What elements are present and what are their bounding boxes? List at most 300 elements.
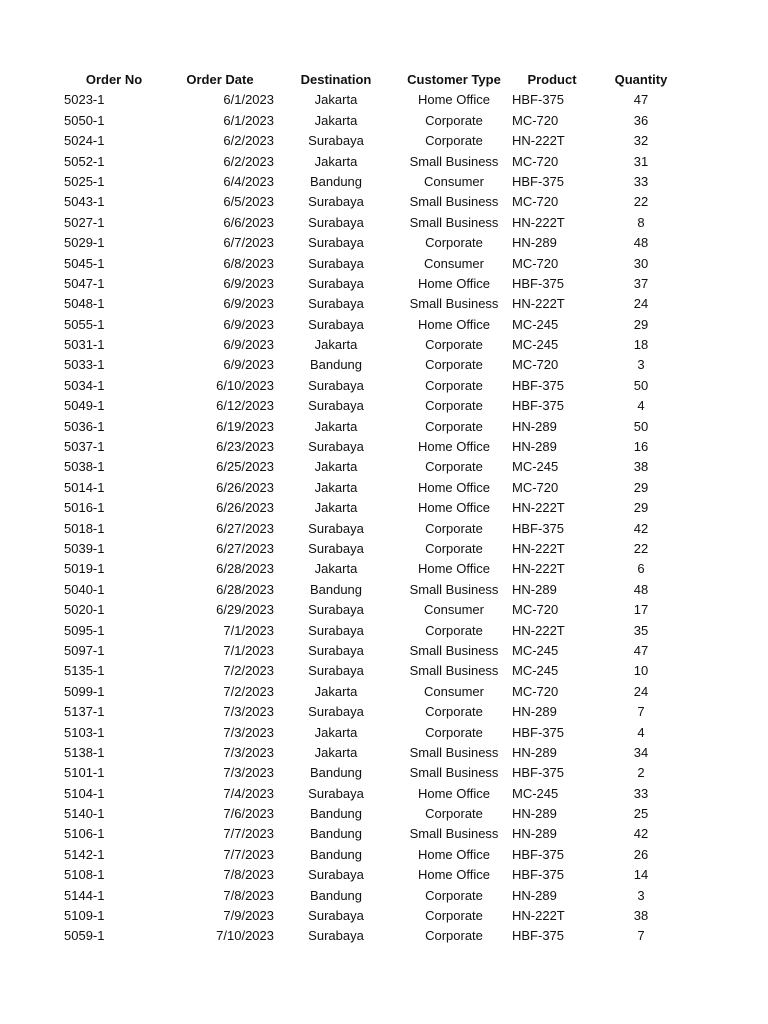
cell-order-date: 6/29/2023 — [216, 602, 274, 618]
header-quantity: Quantity — [614, 72, 668, 87]
cell-order-no: 5019-1 — [64, 561, 105, 577]
cell-quantity: 30 — [633, 255, 649, 271]
cell-quantity: 29 — [633, 316, 649, 332]
table-row — [0, 396, 768, 416]
table-row — [0, 519, 768, 539]
table-row — [0, 457, 768, 477]
table-row — [0, 804, 768, 824]
cell-product: HN-289 — [512, 235, 557, 251]
cell-quantity: 32 — [633, 133, 649, 149]
cell-customer-type: Small Business — [409, 642, 499, 658]
cell-customer-type: Consumer — [424, 683, 484, 699]
cell-product: HN-222T — [512, 296, 565, 312]
cell-order-date: 6/9/2023 — [223, 275, 274, 291]
table-row — [0, 417, 768, 437]
cell-quantity: 3 — [637, 887, 645, 903]
cell-quantity: 14 — [633, 867, 649, 883]
cell-destination: Bandung — [309, 765, 363, 781]
cell-destination: Surabaya — [308, 622, 364, 638]
cell-destination: Surabaya — [308, 867, 364, 883]
table-body — [0, 90, 768, 946]
cell-destination: Surabaya — [308, 602, 364, 618]
cell-order-date: 6/26/2023 — [216, 479, 274, 495]
cell-order-no: 5097-1 — [64, 642, 105, 658]
cell-destination: Bandung — [309, 581, 363, 597]
cell-quantity: 7 — [637, 928, 645, 944]
cell-order-date: 6/25/2023 — [216, 459, 274, 475]
table-row — [0, 498, 768, 518]
cell-order-date: 7/2/2023 — [223, 683, 274, 699]
cell-product: MC-720 — [512, 357, 559, 373]
cell-quantity: 24 — [633, 683, 649, 699]
cell-destination: Surabaya — [308, 398, 364, 414]
cell-quantity: 48 — [633, 235, 649, 251]
cell-quantity: 24 — [633, 296, 649, 312]
cell-product: MC-720 — [512, 112, 559, 128]
cell-destination: Bandung — [309, 173, 363, 189]
cell-customer-type: Small Business — [409, 765, 499, 781]
cell-order-no: 5031-1 — [64, 337, 105, 353]
cell-order-no: 5052-1 — [64, 153, 105, 169]
table-row — [0, 131, 768, 151]
cell-quantity: 6 — [637, 561, 645, 577]
cell-customer-type: Small Business — [409, 214, 499, 230]
cell-quantity: 48 — [633, 581, 649, 597]
cell-product: HN-222T — [512, 622, 565, 638]
cell-destination: Jakarta — [314, 112, 358, 128]
cell-order-no: 5039-1 — [64, 540, 105, 556]
cell-destination: Surabaya — [308, 296, 364, 312]
cell-order-no: 5036-1 — [64, 418, 105, 434]
cell-product: MC-720 — [512, 153, 559, 169]
table-row — [0, 702, 768, 722]
cell-destination: Bandung — [309, 887, 363, 903]
table-row — [0, 294, 768, 314]
cell-destination: Surabaya — [308, 235, 364, 251]
cell-order-date: 7/8/2023 — [223, 867, 274, 883]
cell-order-date: 6/19/2023 — [216, 418, 274, 434]
cell-order-no: 5040-1 — [64, 581, 105, 597]
cell-destination: Bandung — [309, 806, 363, 822]
cell-destination: Jakarta — [314, 500, 358, 516]
cell-product: MC-245 — [512, 785, 559, 801]
cell-product: HBF-375 — [512, 520, 565, 536]
cell-order-date: 6/9/2023 — [223, 357, 274, 373]
cell-product: HN-289 — [512, 704, 557, 720]
cell-order-no: 5138-1 — [64, 744, 105, 760]
table-header-row — [0, 70, 768, 90]
cell-destination: Surabaya — [308, 133, 364, 149]
cell-customer-type: Corporate — [425, 724, 483, 740]
cell-customer-type: Small Business — [409, 826, 499, 842]
table-row — [0, 682, 768, 702]
cell-product: HN-289 — [512, 744, 557, 760]
cell-order-no: 5059-1 — [64, 928, 105, 944]
cell-customer-type: Corporate — [425, 540, 483, 556]
cell-destination: Bandung — [309, 357, 363, 373]
cell-quantity: 29 — [633, 500, 649, 516]
cell-order-date: 6/8/2023 — [223, 255, 274, 271]
cell-customer-type: Corporate — [425, 459, 483, 475]
cell-product: MC-245 — [512, 663, 559, 679]
header-order-no: Order No — [85, 72, 143, 87]
table-row — [0, 254, 768, 274]
cell-product: HBF-375 — [512, 928, 565, 944]
cell-order-no: 5109-1 — [64, 908, 105, 924]
cell-product: HBF-375 — [512, 398, 565, 414]
cell-quantity: 38 — [633, 908, 649, 924]
cell-order-date: 7/4/2023 — [223, 785, 274, 801]
cell-order-no: 5034-1 — [64, 377, 105, 393]
cell-destination: Surabaya — [308, 663, 364, 679]
cell-quantity: 29 — [633, 479, 649, 495]
cell-product: MC-720 — [512, 683, 559, 699]
table-row — [0, 743, 768, 763]
cell-customer-type: Corporate — [425, 133, 483, 149]
cell-product: HN-222T — [512, 500, 565, 516]
cell-quantity: 26 — [633, 846, 649, 862]
cell-order-no: 5095-1 — [64, 622, 105, 638]
cell-quantity: 37 — [633, 275, 649, 291]
cell-quantity: 4 — [637, 724, 645, 740]
cell-order-date: 7/7/2023 — [223, 846, 274, 862]
cell-customer-type: Home Office — [417, 439, 490, 455]
cell-customer-type: Corporate — [425, 112, 483, 128]
cell-order-date: 6/27/2023 — [216, 540, 274, 556]
cell-customer-type: Corporate — [425, 377, 483, 393]
cell-destination: Surabaya — [308, 275, 364, 291]
cell-quantity: 36 — [633, 112, 649, 128]
table-row — [0, 437, 768, 457]
cell-destination: Jakarta — [314, 683, 358, 699]
cell-quantity: 34 — [633, 744, 649, 760]
cell-product: MC-720 — [512, 602, 559, 618]
cell-order-date: 6/4/2023 — [223, 173, 274, 189]
cell-destination: Bandung — [309, 846, 363, 862]
cell-destination: Surabaya — [308, 908, 364, 924]
cell-customer-type: Home Office — [417, 275, 490, 291]
cell-order-date: 7/3/2023 — [223, 704, 274, 720]
cell-order-no: 5104-1 — [64, 785, 105, 801]
cell-order-no: 5047-1 — [64, 275, 105, 291]
cell-product: MC-245 — [512, 337, 559, 353]
cell-customer-type: Corporate — [425, 908, 483, 924]
header-product: Product — [527, 72, 577, 87]
table-row — [0, 784, 768, 804]
cell-customer-type: Home Office — [417, 479, 490, 495]
cell-order-date: 7/7/2023 — [223, 826, 274, 842]
orders-table — [0, 70, 768, 947]
cell-order-date: 6/5/2023 — [223, 194, 274, 210]
cell-order-no: 5018-1 — [64, 520, 105, 536]
cell-product: HN-222T — [512, 561, 565, 577]
cell-quantity: 50 — [633, 418, 649, 434]
cell-customer-type: Home Office — [417, 867, 490, 883]
table-row — [0, 233, 768, 253]
table-row — [0, 865, 768, 885]
cell-quantity: 22 — [633, 194, 649, 210]
table-row — [0, 335, 768, 355]
cell-product: HN-222T — [512, 214, 565, 230]
cell-quantity: 47 — [633, 92, 649, 108]
cell-quantity: 18 — [633, 337, 649, 353]
cell-order-date: 7/2/2023 — [223, 663, 274, 679]
cell-product: HBF-375 — [512, 92, 565, 108]
table-row — [0, 478, 768, 498]
cell-order-no: 5023-1 — [64, 92, 105, 108]
cell-customer-type: Consumer — [424, 602, 484, 618]
cell-product: HN-289 — [512, 887, 557, 903]
cell-destination: Jakarta — [314, 744, 358, 760]
cell-order-date: 7/8/2023 — [223, 887, 274, 903]
cell-order-no: 5103-1 — [64, 724, 105, 740]
cell-order-date: 6/28/2023 — [216, 561, 274, 577]
cell-customer-type: Home Office — [417, 846, 490, 862]
cell-product: MC-720 — [512, 479, 559, 495]
cell-destination: Surabaya — [308, 214, 364, 230]
cell-customer-type: Corporate — [425, 520, 483, 536]
cell-product: HBF-375 — [512, 765, 565, 781]
cell-order-no: 5038-1 — [64, 459, 105, 475]
cell-order-no: 5027-1 — [64, 214, 105, 230]
cell-quantity: 8 — [637, 214, 645, 230]
table-row — [0, 845, 768, 865]
cell-destination: Jakarta — [314, 337, 358, 353]
cell-order-date: 6/27/2023 — [216, 520, 274, 536]
table-row — [0, 824, 768, 844]
cell-quantity: 33 — [633, 785, 649, 801]
cell-order-date: 6/9/2023 — [223, 316, 274, 332]
cell-destination: Surabaya — [308, 785, 364, 801]
cell-order-no: 5140-1 — [64, 806, 105, 822]
cell-order-no: 5014-1 — [64, 479, 105, 495]
cell-order-date: 7/3/2023 — [223, 744, 274, 760]
cell-product: HBF-375 — [512, 867, 565, 883]
cell-customer-type: Home Office — [417, 500, 490, 516]
table-row — [0, 111, 768, 131]
cell-order-date: 6/26/2023 — [216, 500, 274, 516]
cell-order-date: 7/10/2023 — [216, 928, 274, 944]
cell-order-date: 6/28/2023 — [216, 581, 274, 597]
cell-order-no: 5137-1 — [64, 704, 105, 720]
cell-quantity: 35 — [633, 622, 649, 638]
table-row — [0, 213, 768, 233]
cell-destination: Surabaya — [308, 704, 364, 720]
cell-order-date: 6/1/2023 — [223, 112, 274, 128]
cell-quantity: 7 — [637, 704, 645, 720]
cell-destination: Surabaya — [308, 316, 364, 332]
cell-customer-type: Small Business — [409, 581, 499, 597]
cell-destination: Jakarta — [314, 153, 358, 169]
cell-order-no: 5144-1 — [64, 887, 105, 903]
table-row — [0, 600, 768, 620]
cell-destination: Surabaya — [308, 540, 364, 556]
cell-product: HN-289 — [512, 439, 557, 455]
cell-destination: Surabaya — [308, 377, 364, 393]
cell-order-date: 7/3/2023 — [223, 765, 274, 781]
cell-destination: Surabaya — [308, 255, 364, 271]
cell-order-date: 6/6/2023 — [223, 214, 274, 230]
cell-destination: Surabaya — [308, 642, 364, 658]
cell-destination: Jakarta — [314, 724, 358, 740]
table-row — [0, 274, 768, 294]
cell-order-date: 6/10/2023 — [216, 377, 274, 393]
cell-product: MC-720 — [512, 194, 559, 210]
cell-product: HN-289 — [512, 581, 557, 597]
cell-product: HN-289 — [512, 418, 557, 434]
cell-customer-type: Corporate — [425, 398, 483, 414]
table-row — [0, 926, 768, 946]
cell-quantity: 50 — [633, 377, 649, 393]
cell-product: MC-720 — [512, 255, 559, 271]
cell-customer-type: Small Business — [409, 296, 499, 312]
cell-order-no: 5135-1 — [64, 663, 105, 679]
cell-product: HN-222T — [512, 908, 565, 924]
cell-quantity: 47 — [633, 642, 649, 658]
cell-quantity: 10 — [633, 663, 649, 679]
cell-customer-type: Consumer — [424, 173, 484, 189]
cell-order-no: 5025-1 — [64, 173, 105, 189]
cell-order-no: 5050-1 — [64, 112, 105, 128]
cell-quantity: 22 — [633, 540, 649, 556]
cell-order-no: 5045-1 — [64, 255, 105, 271]
cell-destination: Jakarta — [314, 92, 358, 108]
cell-order-no: 5101-1 — [64, 765, 105, 781]
cell-customer-type: Small Business — [409, 744, 499, 760]
cell-order-date: 6/7/2023 — [223, 235, 274, 251]
cell-product: HBF-375 — [512, 377, 565, 393]
cell-order-no: 5020-1 — [64, 602, 105, 618]
cell-quantity: 31 — [633, 153, 649, 169]
cell-destination: Bandung — [309, 826, 363, 842]
cell-quantity: 42 — [633, 826, 649, 842]
table-row — [0, 355, 768, 375]
cell-order-date: 7/6/2023 — [223, 806, 274, 822]
table-row — [0, 723, 768, 743]
cell-customer-type: Corporate — [425, 337, 483, 353]
cell-order-date: 6/9/2023 — [223, 337, 274, 353]
table-row — [0, 376, 768, 396]
cell-order-date: 6/9/2023 — [223, 296, 274, 312]
cell-quantity: 3 — [637, 357, 645, 373]
table-row — [0, 886, 768, 906]
cell-quantity: 16 — [633, 439, 649, 455]
cell-order-date: 7/1/2023 — [223, 642, 274, 658]
cell-quantity: 42 — [633, 520, 649, 536]
cell-product: MC-245 — [512, 316, 559, 332]
table-row — [0, 192, 768, 212]
header-order-date: Order Date — [186, 72, 254, 87]
cell-destination: Jakarta — [314, 418, 358, 434]
cell-product: MC-245 — [512, 459, 559, 475]
cell-order-no: 5106-1 — [64, 826, 105, 842]
cell-customer-type: Corporate — [425, 357, 483, 373]
cell-customer-type: Home Office — [417, 92, 490, 108]
header-destination: Destination — [300, 72, 372, 87]
cell-product: HBF-375 — [512, 846, 565, 862]
cell-order-no: 5016-1 — [64, 500, 105, 516]
cell-customer-type: Corporate — [425, 622, 483, 638]
cell-order-date: 7/9/2023 — [223, 908, 274, 924]
cell-order-date: 6/12/2023 — [216, 398, 274, 414]
cell-destination: Surabaya — [308, 520, 364, 536]
cell-customer-type: Home Office — [417, 316, 490, 332]
cell-order-no: 5033-1 — [64, 357, 105, 373]
table-row — [0, 641, 768, 661]
cell-order-no: 5048-1 — [64, 296, 105, 312]
cell-order-no: 5099-1 — [64, 683, 105, 699]
cell-order-no: 5108-1 — [64, 867, 105, 883]
cell-quantity: 33 — [633, 173, 649, 189]
table-row — [0, 90, 768, 110]
cell-order-no: 5049-1 — [64, 398, 105, 414]
cell-order-no: 5055-1 — [64, 316, 105, 332]
cell-customer-type: Small Business — [409, 194, 499, 210]
cell-customer-type: Corporate — [425, 887, 483, 903]
cell-order-date: 6/23/2023 — [216, 439, 274, 455]
cell-customer-type: Home Office — [417, 561, 490, 577]
cell-customer-type: Corporate — [425, 704, 483, 720]
cell-product: HN-222T — [512, 133, 565, 149]
cell-order-date: 7/1/2023 — [223, 622, 274, 638]
cell-product: HN-222T — [512, 540, 565, 556]
table-row — [0, 621, 768, 641]
table-row — [0, 315, 768, 335]
cell-product: HN-289 — [512, 806, 557, 822]
table-row — [0, 152, 768, 172]
table-row — [0, 906, 768, 926]
cell-quantity: 25 — [633, 806, 649, 822]
cell-product: HBF-375 — [512, 275, 565, 291]
cell-quantity: 38 — [633, 459, 649, 475]
table-row — [0, 539, 768, 559]
cell-order-date: 7/3/2023 — [223, 724, 274, 740]
cell-order-no: 5029-1 — [64, 235, 105, 251]
cell-customer-type: Home Office — [417, 785, 490, 801]
cell-quantity: 17 — [633, 602, 649, 618]
cell-product: HBF-375 — [512, 173, 565, 189]
cell-product: HBF-375 — [512, 724, 565, 740]
table-row — [0, 763, 768, 783]
table-row — [0, 580, 768, 600]
cell-order-no: 5024-1 — [64, 133, 105, 149]
table-row — [0, 559, 768, 579]
table-row — [0, 172, 768, 192]
cell-destination: Surabaya — [308, 194, 364, 210]
header-customer-type: Customer Type — [407, 72, 501, 87]
cell-quantity: 4 — [637, 398, 645, 414]
cell-customer-type: Consumer — [424, 255, 484, 271]
cell-order-date: 6/2/2023 — [223, 133, 274, 149]
cell-product: HN-289 — [512, 826, 557, 842]
cell-destination: Surabaya — [308, 439, 364, 455]
cell-customer-type: Corporate — [425, 928, 483, 944]
cell-destination: Jakarta — [314, 479, 358, 495]
cell-customer-type: Corporate — [425, 806, 483, 822]
cell-order-date: 6/2/2023 — [223, 153, 274, 169]
cell-customer-type: Small Business — [409, 153, 499, 169]
cell-destination: Jakarta — [314, 459, 358, 475]
cell-destination: Surabaya — [308, 928, 364, 944]
cell-order-no: 5043-1 — [64, 194, 105, 210]
cell-order-no: 5037-1 — [64, 439, 105, 455]
cell-order-no: 5142-1 — [64, 846, 105, 862]
cell-customer-type: Small Business — [409, 663, 499, 679]
table-row — [0, 661, 768, 681]
cell-destination: Jakarta — [314, 561, 358, 577]
cell-product: MC-245 — [512, 642, 559, 658]
cell-customer-type: Corporate — [425, 418, 483, 434]
